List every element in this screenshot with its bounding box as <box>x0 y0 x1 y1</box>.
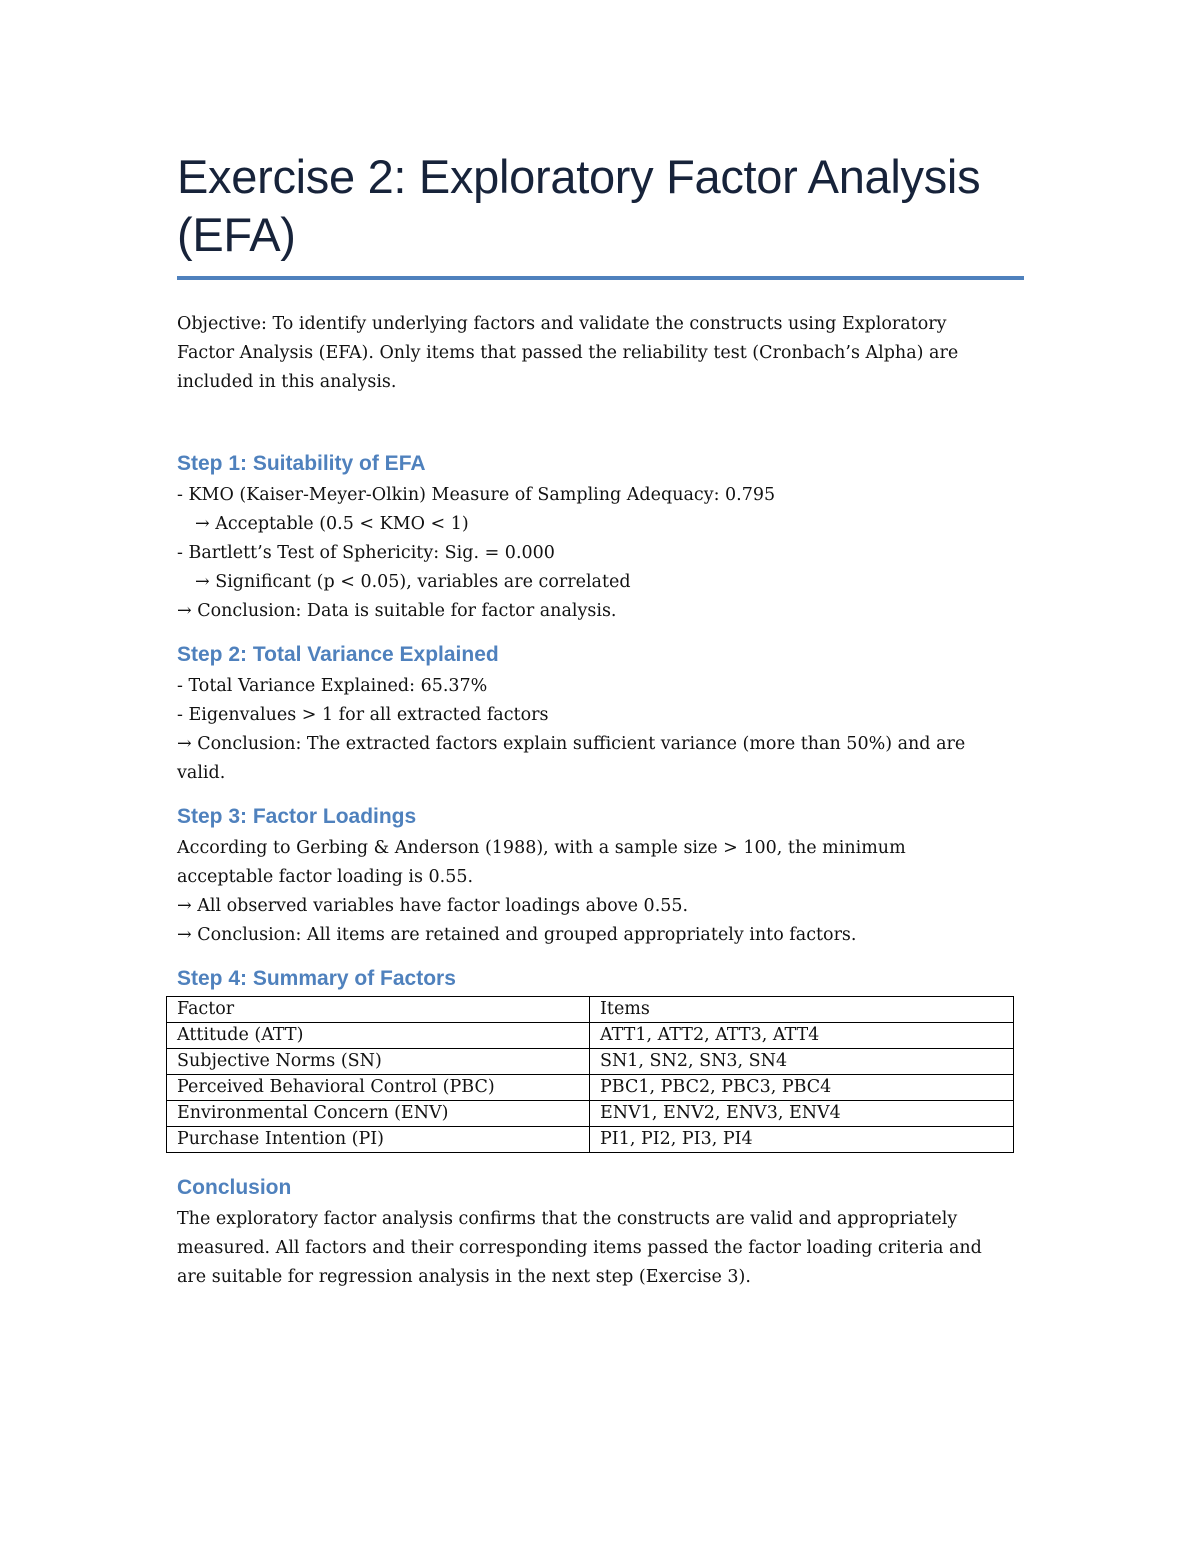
step1-line: → Conclusion: Data is suitable for factor analysis. <box>177 601 617 621</box>
step2-heading: Step 2: Total Variance Explained <box>177 643 499 666</box>
document-page <box>177 148 1027 1292</box>
title-underline <box>177 276 1024 280</box>
document-title <box>177 148 1027 264</box>
table-header-cell: Items <box>590 997 1014 1023</box>
step3-line: → All observed variables have factor loadings above 0.55. <box>177 896 689 916</box>
table-header-cell: Factor <box>167 997 590 1023</box>
table-cell-factor: Purchase Intention (PI) <box>167 1127 590 1153</box>
title-line-1: Exercise 2: Exploratory Factor Analysis <box>177 150 981 203</box>
step1-line: → Significant (p < 0.05), variables are correlated <box>195 572 631 592</box>
table-cell-items: PBC1, PBC2, PBC3, PBC4 <box>590 1075 1014 1101</box>
step3-line: According to Gerbing & Anderson (1988), with a sample size > 100, the minimum acceptable factor loading is 0.55. <box>177 838 906 887</box>
step2-line: → Conclusion: The extracted factors explain sufficient variance (more than 50%) and are valid. <box>177 734 966 783</box>
table-row <box>167 1023 1014 1049</box>
step2-line: - Eigenvalues > 1 for all extracted factors <box>177 705 549 725</box>
conclusion-section <box>177 1173 1027 1292</box>
step1-heading: Step 1: Suitability of EFA <box>177 452 426 475</box>
table-row <box>167 1127 1014 1153</box>
table-row <box>167 1049 1014 1075</box>
table-cell-factor: Environmental Concern (ENV) <box>167 1101 590 1127</box>
step3-section <box>177 802 1027 950</box>
step1-line: - Bartlett’s Test of Sphericity: Sig. = 0.000 <box>177 543 555 563</box>
step2-section <box>177 640 1027 788</box>
table-row <box>167 1101 1014 1127</box>
objective-paragraph: Objective: To identify underlying factors and validate the constructs using Exploratory Factor Analysis (EFA). Only items that passed the reliability test (Cronbach’s Alpha) are included in this analysis. <box>177 314 959 392</box>
table-row <box>167 1075 1014 1101</box>
table-cell-factor: Perceived Behavioral Control (PBC) <box>167 1075 590 1101</box>
table-cell-items: ENV1, ENV2, ENV3, ENV4 <box>590 1101 1014 1127</box>
step3-heading: Step 3: Factor Loadings <box>177 805 417 828</box>
table-cell-items: PI1, PI2, PI3, PI4 <box>590 1127 1014 1153</box>
step4-heading: Step 4: Summary of Factors <box>177 967 456 990</box>
table-cell-items: SN1, SN2, SN3, SN4 <box>590 1049 1014 1075</box>
step2-line: - Total Variance Explained: 65.37% <box>177 676 488 696</box>
step1-line: → Acceptable (0.5 < KMO < 1) <box>195 514 469 534</box>
step4-section <box>177 964 1027 1153</box>
table-cell-factor: Attitude (ATT) <box>167 1023 590 1049</box>
table-cell-items: ATT1, ATT2, ATT3, ATT4 <box>590 1023 1014 1049</box>
table-cell-factor: Subjective Norms (SN) <box>167 1049 590 1075</box>
conclusion-paragraph: The exploratory factor analysis confirms that the constructs are valid and appropriately measured. All factors and their corresponding items passed the factor loading criteria and are suitable for regression analysis in the next step (Exercise 3). <box>177 1209 982 1287</box>
table-header-row <box>167 997 1014 1023</box>
step1-section <box>177 449 1027 626</box>
title-line-2: (EFA) <box>177 208 296 261</box>
step3-line: → Conclusion: All items are retained and grouped appropriately into factors. <box>177 925 857 945</box>
factors-table <box>166 996 1014 1153</box>
conclusion-heading: Conclusion <box>177 1176 292 1199</box>
step1-line: - KMO (Kaiser-Meyer-Olkin) Measure of Sampling Adequacy: 0.795 <box>177 485 776 505</box>
